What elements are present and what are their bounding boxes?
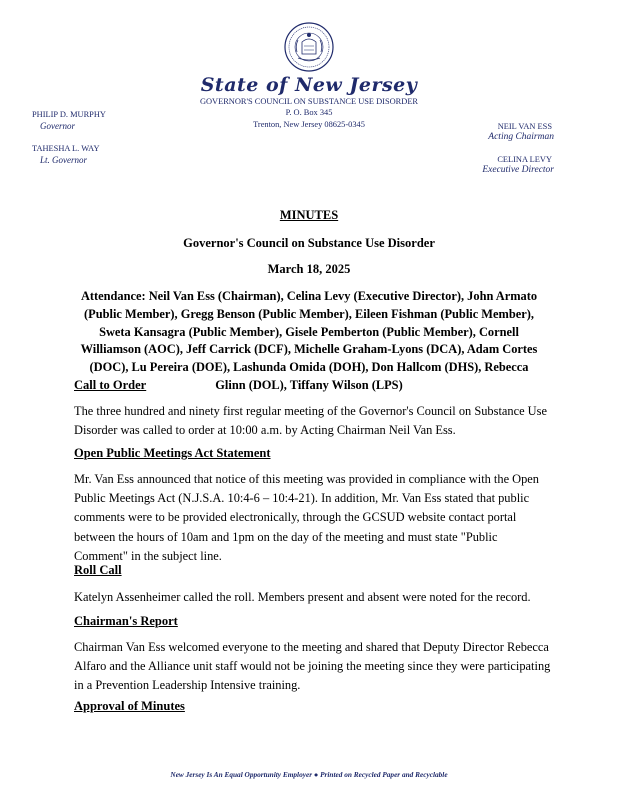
po-box: P. O. Box 345	[285, 108, 333, 117]
meeting-date: March 18, 2025	[267, 262, 351, 276]
governor-title: Governor	[40, 121, 75, 131]
section-chairmans-report: Chairman's Report	[74, 614, 178, 628]
minutes-heading: MINUTES	[279, 208, 339, 222]
council-name: GOVERNOR'S COUNCIL ON SUBSTANCE USE DISORDER	[199, 97, 419, 106]
lt-governor-name: TAHESHA L. WAY	[32, 144, 100, 153]
section-opma: Open Public Meetings Act Statement	[74, 446, 271, 460]
opma-body: Mr. Van Ess announced that notice of this meeting was provided in compliance with the Open Public Meetings Act (N.J.S.A. 10:4-6 – 10:4-21). In addition, Mr. Van Ess stated that public comments were to be provided electronically, through the GCSUD website contact portal between the hours of 10am and 1pm on the day of the meeting and must state "Public Comment" in the subject line.	[74, 472, 540, 563]
chairman-name: NEIL VAN ESS	[497, 122, 552, 131]
section-roll-call: Roll Call	[74, 563, 122, 577]
section-approval-of-minutes: Approval of Minutes	[74, 699, 185, 713]
lt-governor-title: Lt. Governor	[40, 155, 87, 165]
footer: New Jersey Is An Equal Opportunity Employer ● Printed on Recycled Paper and Recyclable	[170, 770, 448, 779]
state-seal-icon	[284, 22, 334, 72]
section-call-to-order: Call to Order	[74, 378, 147, 392]
council-heading: Governor's Council on Substance Use Disorder	[183, 236, 435, 250]
roll-call-body: Katelyn Assenheimer called the roll. Members present and absent were noted for the record.	[74, 590, 531, 604]
call-to-order-body: The three hundred and ninety first regular meeting of the Governor's Council on Substance Use Disorder was called to order at 10:00 a.m. by Acting Chairman Neil Van Ess.	[74, 404, 547, 438]
chairman-title: Acting Chairman	[488, 132, 554, 142]
attendance: Attendance: Neil Van Ess (Chairman), Celina Levy (Executive Director), John Armato (Public Member), Gregg Benson (Public Member), Eileen Fishman (Public Member), Sweta Kansagra (Public Member), Gisele Pemberton (Public Member), Cornell Williamson (AOC), Jeff Carrick (DCF), Michelle Graham-Lyons (DCA), Adam Cortes (DOC), Lu Pereira (DOE), Lashunda Omida (DOH), Don Hallcom (DHS), Rebecca Glinn (DOL), Tiffany Wilson (LPS)	[80, 289, 538, 392]
director-title: Executive Director	[482, 165, 554, 175]
governor-name: PHILIP D. MURPHY	[32, 110, 106, 119]
director-name: CELINA LEVY	[497, 155, 552, 164]
city-address: Trenton, New Jersey 08625-0345	[253, 120, 365, 129]
state-title: State of New Jersey	[200, 74, 418, 96]
chairmans-report-body: Chairman Van Ess welcomed everyone to the meeting and shared that Deputy Director Rebecca Alfaro and the Alliance unit staff would not be joining the meeting since they were participating in a Prevention Leadership Intensive training.	[74, 640, 551, 693]
